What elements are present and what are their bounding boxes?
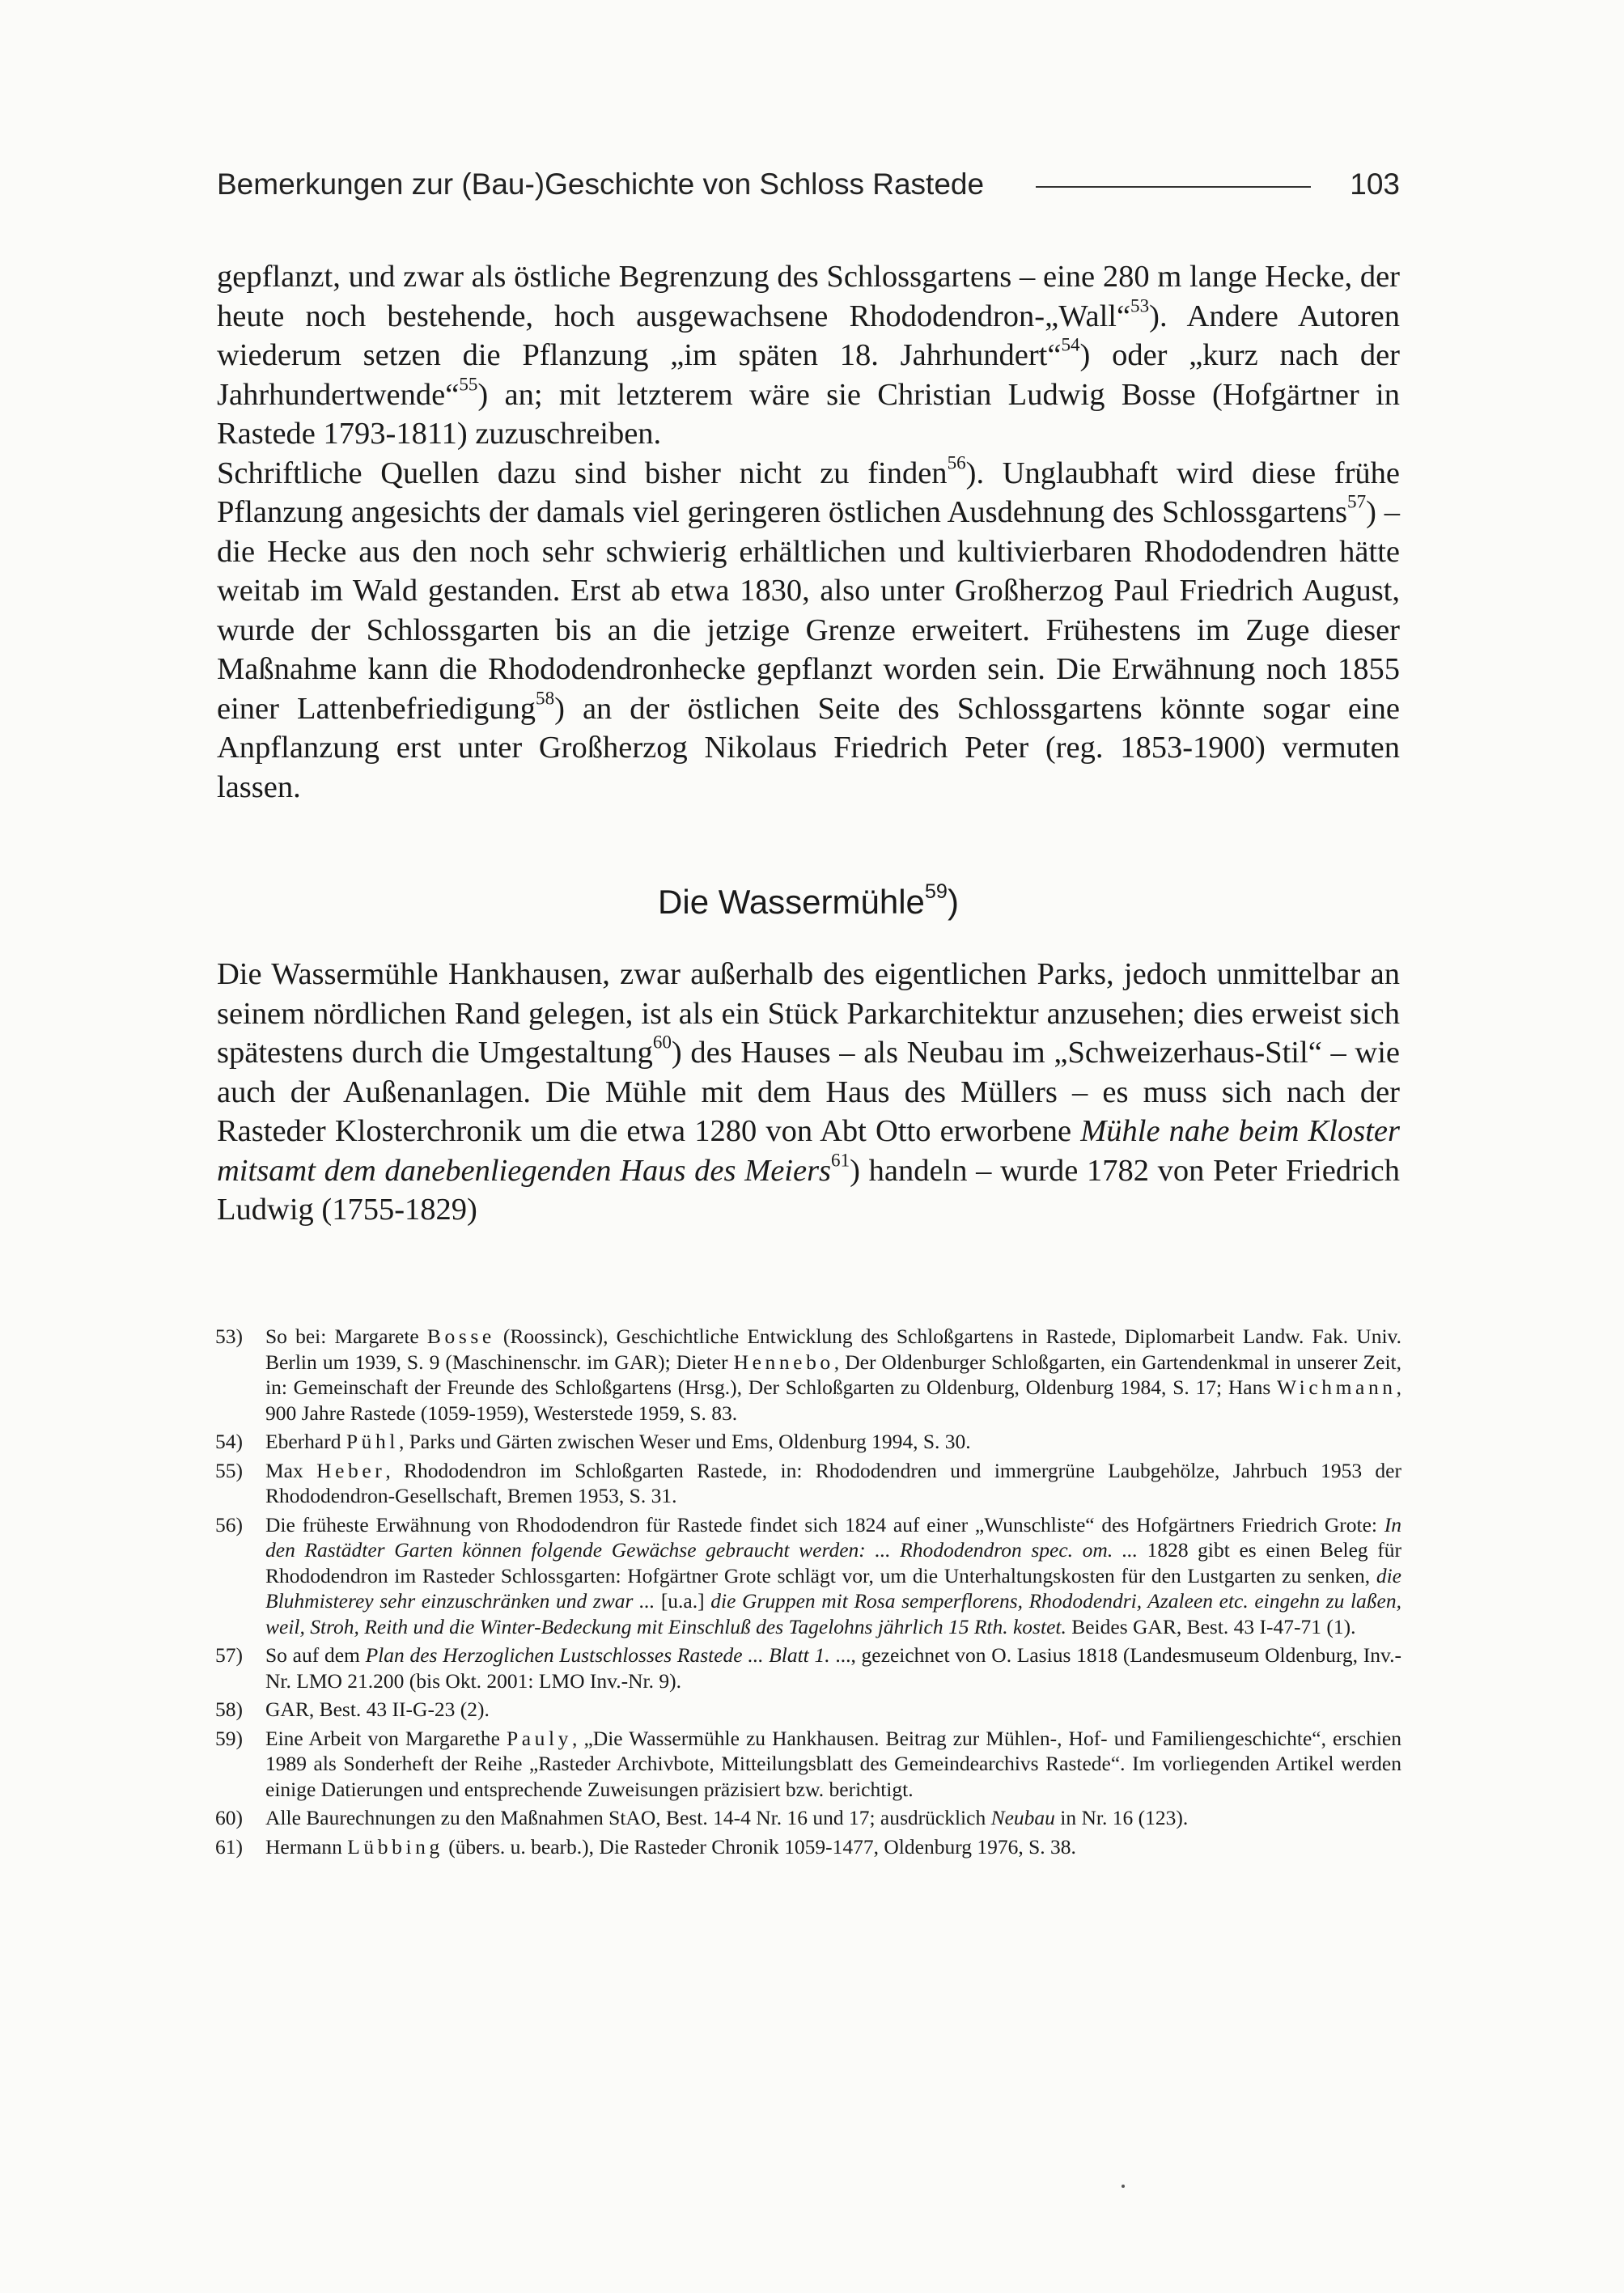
paragraph: [217, 955, 1400, 1230]
footnote-number: 56): [215, 1512, 243, 1536]
italic-quote: In den Rastädter Garten können folgende Gewächse gebraucht werden: ... Rhododendron spec. om. ...: [265, 1512, 1401, 1562]
footnote-text: [265, 1324, 1401, 1426]
footnote-item: [215, 1697, 1401, 1723]
author-name: Heber: [316, 1458, 386, 1482]
footnote-ref-56[interactable]: 56: [947, 451, 966, 473]
text-run: GAR, Best. 43 II-G-23 (2).: [265, 1697, 490, 1721]
italic-quote: Mühle nahe beim Kloster mitsamt dem danebenliegenden Haus des Meiers: [217, 1114, 1400, 1188]
text-run: [u.a.]: [655, 1589, 711, 1613]
section-heading: [217, 878, 1400, 926]
text-run: (übers. u. bearb.), Die Rasteder Chronik 1059-1477, Oldenburg 1976, S. 38.: [443, 1834, 1076, 1859]
text-run: , Parks und Gärten zwischen Weser und Ems, Oldenburg 1994, S. 30.: [398, 1430, 971, 1453]
text-run: , Der Oldenburger Schloßgarten, ein Gartendenkmal in unserer Zeit, in: Gemeinschaft der Freunde des Schloßgartens (Hrsg.), Der Schloßgarten zu Oldenburg, Oldenburg 1984, S. 17; Hans: [265, 1350, 1401, 1399]
author-name: Lübbing: [347, 1834, 443, 1859]
text-run: So bei: Margarete: [265, 1325, 427, 1348]
footnote-item: [215, 1429, 1401, 1455]
text-run: ). Andere Autoren wiederum setzen die Pflanzung „im späten 18. Jahrhundert“: [217, 299, 1400, 372]
heading-text: ): [947, 883, 959, 921]
italic-quote: die Gruppen mit Rosa semperflorens, Rhododendri, Azaleen etc. eingehn zu laßen, weil, Stroh, Reith und die Winter-Bedeckung mit Einschluß des Tagelohns jährlich 15 Rth. kostet.: [265, 1589, 1401, 1638]
running-header: [217, 160, 1400, 209]
text-run: , Rhododendron im Schloßgarten Rastede, in: Rhododendren und immergrüne Laubgehölze, Jahrbuch 1953 der Rhododendron-Gesellschaft, Bremen 1953, S. 31.: [265, 1458, 1401, 1507]
author-name: Bosse: [426, 1325, 495, 1348]
text-run: Eine Arbeit von Margarethe: [265, 1726, 507, 1750]
footnote-number: 58): [215, 1697, 243, 1721]
footnote-text: [265, 1642, 1401, 1693]
italic-quote: Plan des Herzoglichen Lustschlosses Rastede ... Blatt 1.: [365, 1643, 830, 1667]
footnote-item: [215, 1726, 1401, 1803]
author-name: Wichmann: [1277, 1375, 1397, 1399]
footnote-text: [265, 1726, 1401, 1803]
text-run: ) handeln – wurde 1782 von Peter Friedrich Ludwig (1755-1829): [217, 1153, 1400, 1227]
text-run: ..., gezeichnet von O. Lasius 1818 (Landesmuseum Oldenburg, Inv.-Nr. LMO 21.200 (bis Okt. 2001: LMO Inv.-Nr. 9).: [265, 1643, 1401, 1693]
text-run: , „Die Wassermühle zu Hankhausen. Beitrag zur Mühlen-, Hof- und Familiengeschichte“, erschien 1989 als Sonderheft der Reihe „Rasteder Archivbote, Mitteilungsblatt des Gemeindearchivs Rastede“. Im vorliegenden Artikel werden einige Datierungen und entsprechende Zuweisungen präzisiert bzw. berichtigt.: [265, 1726, 1401, 1801]
text-run: Hermann: [265, 1834, 348, 1859]
paragraph: [217, 257, 1400, 454]
text-run: Max: [265, 1458, 317, 1482]
footnote-ref-59[interactable]: 59: [924, 880, 948, 904]
text-run: Die früheste Erwähnung von Rhododendron für Rastede findet sich 1824 auf einer „Wunschliste“ des Hofgärtners Friedrich Grote:: [265, 1512, 1384, 1536]
footnote-item: [215, 1805, 1401, 1831]
text-run: gepflanzt, und zwar als östliche Begrenzung des Schlossgartens – eine 280 m lange Hecke, der heute noch bestehende, hoch ausgewachsene Rhododendron-„Wall“: [217, 260, 1400, 333]
footnote-text: [265, 1697, 1401, 1723]
footnote-ref-54[interactable]: 54: [1061, 333, 1080, 355]
text-run: Alle Baurechnungen zu den Maßnahmen StAO, Best. 14-4 Nr. 16 und 17; ausdrücklich: [265, 1806, 991, 1829]
footnote-text: [265, 1429, 1401, 1455]
text-run: ) an; mit letzterem wäre sie Christian Ludwig Bosse (Hofgärtner in Rastede 1793-1811) zuzuschreiben.: [217, 377, 1400, 451]
footnote-text: [265, 1805, 1401, 1831]
scan-speck: [1122, 2185, 1125, 2188]
footnote-number: 60): [215, 1806, 243, 1829]
footnote-number: 54): [215, 1430, 243, 1453]
page-number: 103: [1350, 167, 1400, 201]
footnote-ref-58[interactable]: 58: [536, 687, 555, 709]
text-run: Die Wassermühle Hankhausen, zwar außerhalb des eigentlichen Parks, jedoch unmittelbar an seinem nördlichen Rand gelegen, ist als ein Stück Parkarchitektur anzusehen; dies erweist sich spätestens durch die Umgestaltung: [217, 957, 1400, 1070]
footnote-number: 55): [215, 1458, 243, 1482]
text-run: in Nr. 16 (123).: [1054, 1806, 1189, 1829]
text-run: 1828 gibt es einen Beleg für Rhododendron im Rasteder Schlossgarten: Hofgärtner Grote schlägt vor, um die Unterhaltungskosten für den Lustgarten zu senken,: [265, 1538, 1401, 1587]
footnote-item: [215, 1458, 1401, 1509]
footnote-item: [215, 1512, 1401, 1640]
footnote-number: 61): [215, 1834, 243, 1859]
italic-quote: Neubau: [990, 1806, 1055, 1829]
author-name: Pühl: [346, 1430, 399, 1453]
footnote-item: [215, 1324, 1401, 1426]
footnote-ref-57[interactable]: 57: [1347, 490, 1367, 512]
body-text: [217, 257, 1400, 807]
footnote-number: 57): [215, 1643, 243, 1667]
italic-quote: die Bluhmisterey sehr einzuschränken und zwar ...: [265, 1563, 1401, 1613]
paragraph: [217, 451, 1400, 807]
text-run: ) an der östlichen Seite des Schlossgartens könnte sogar eine Anpflanzung erst unter Großherzog Nikolaus Friedrich Peter (reg. 1853-1900) vermuten lassen.: [217, 691, 1400, 804]
text-run: ) des Hauses – als Neubau im „Schweizerhaus-Stil“ – wie auch der Außenanlagen. Die Mühle mit dem Haus des Müllers – es muss sich nach der Rasteder Klosterchronik um die etwa 1280 von Abt Otto erworbene: [217, 1036, 1400, 1148]
footnote-text: [265, 1458, 1401, 1509]
author-name: Hennebo: [733, 1350, 834, 1374]
footnote-ref-55[interactable]: 55: [459, 373, 478, 395]
author-name: Pauly: [506, 1726, 573, 1750]
footnotes: [215, 1324, 1401, 1863]
text-run: ) – die Hecke aus den noch sehr schwierig erhältlichen und kultivierbaren Rhododendren hätte weitab im Wald gestanden. Erst ab etwa 1830, also unter Großherzog Paul Friedrich August, wurde der Schlossgarten bis an die jetzige Grenze erweitert. Frühestens im Zuge dieser Maßnahme kann die Rhododendronhecke gepflanzt worden sein. Die Erwähnung noch 1855 einer Lattenbefriedigung: [217, 495, 1400, 726]
header-rule: [1036, 186, 1311, 188]
footnote-text: [265, 1512, 1401, 1640]
footnote-number: 59): [215, 1726, 243, 1750]
text-run: , 900 Jahre Rastede (1059-1959), Westerstede 1959, S. 83.: [265, 1375, 1401, 1425]
footnote-ref-60[interactable]: 60: [652, 1031, 672, 1053]
text-run: Eberhard: [265, 1430, 346, 1453]
footnote-ref-61[interactable]: 61: [831, 1149, 850, 1171]
heading-text: Die Wassermühle: [658, 883, 925, 921]
text-run: So auf dem: [265, 1643, 366, 1667]
footnote-number: 53): [215, 1325, 243, 1348]
footnote-ref-53[interactable]: 53: [1130, 295, 1150, 316]
section-body: [217, 955, 1400, 1230]
footnote-item: [215, 1642, 1401, 1693]
running-title: Bemerkungen zur (Bau-)Geschichte von Schloss Rastede: [217, 167, 985, 201]
text-run: ) oder „kurz nach der Jahrhundertwende“: [217, 338, 1401, 412]
footnote-text: [265, 1834, 1401, 1860]
text-run: (Roossinck), Geschichtliche Entwicklung des Schloßgartens in Rastede, Diplomarbeit Landw. Fak. Univ. Berlin um 1939, S. 9 (Maschinenschr. im GAR); Dieter: [265, 1325, 1401, 1374]
text-run: Beides GAR, Best. 43 I-47-71 (1).: [1066, 1614, 1356, 1638]
text-run: ). Unglaubhaft wird diese frühe Pflanzung angesichts der damals viel geringeren östlichen Ausdehnung des Schlossgartens: [217, 456, 1400, 529]
text-run: Schriftliche Quellen dazu sind bisher nicht zu finden: [217, 456, 948, 490]
footnote-item: [215, 1834, 1401, 1860]
